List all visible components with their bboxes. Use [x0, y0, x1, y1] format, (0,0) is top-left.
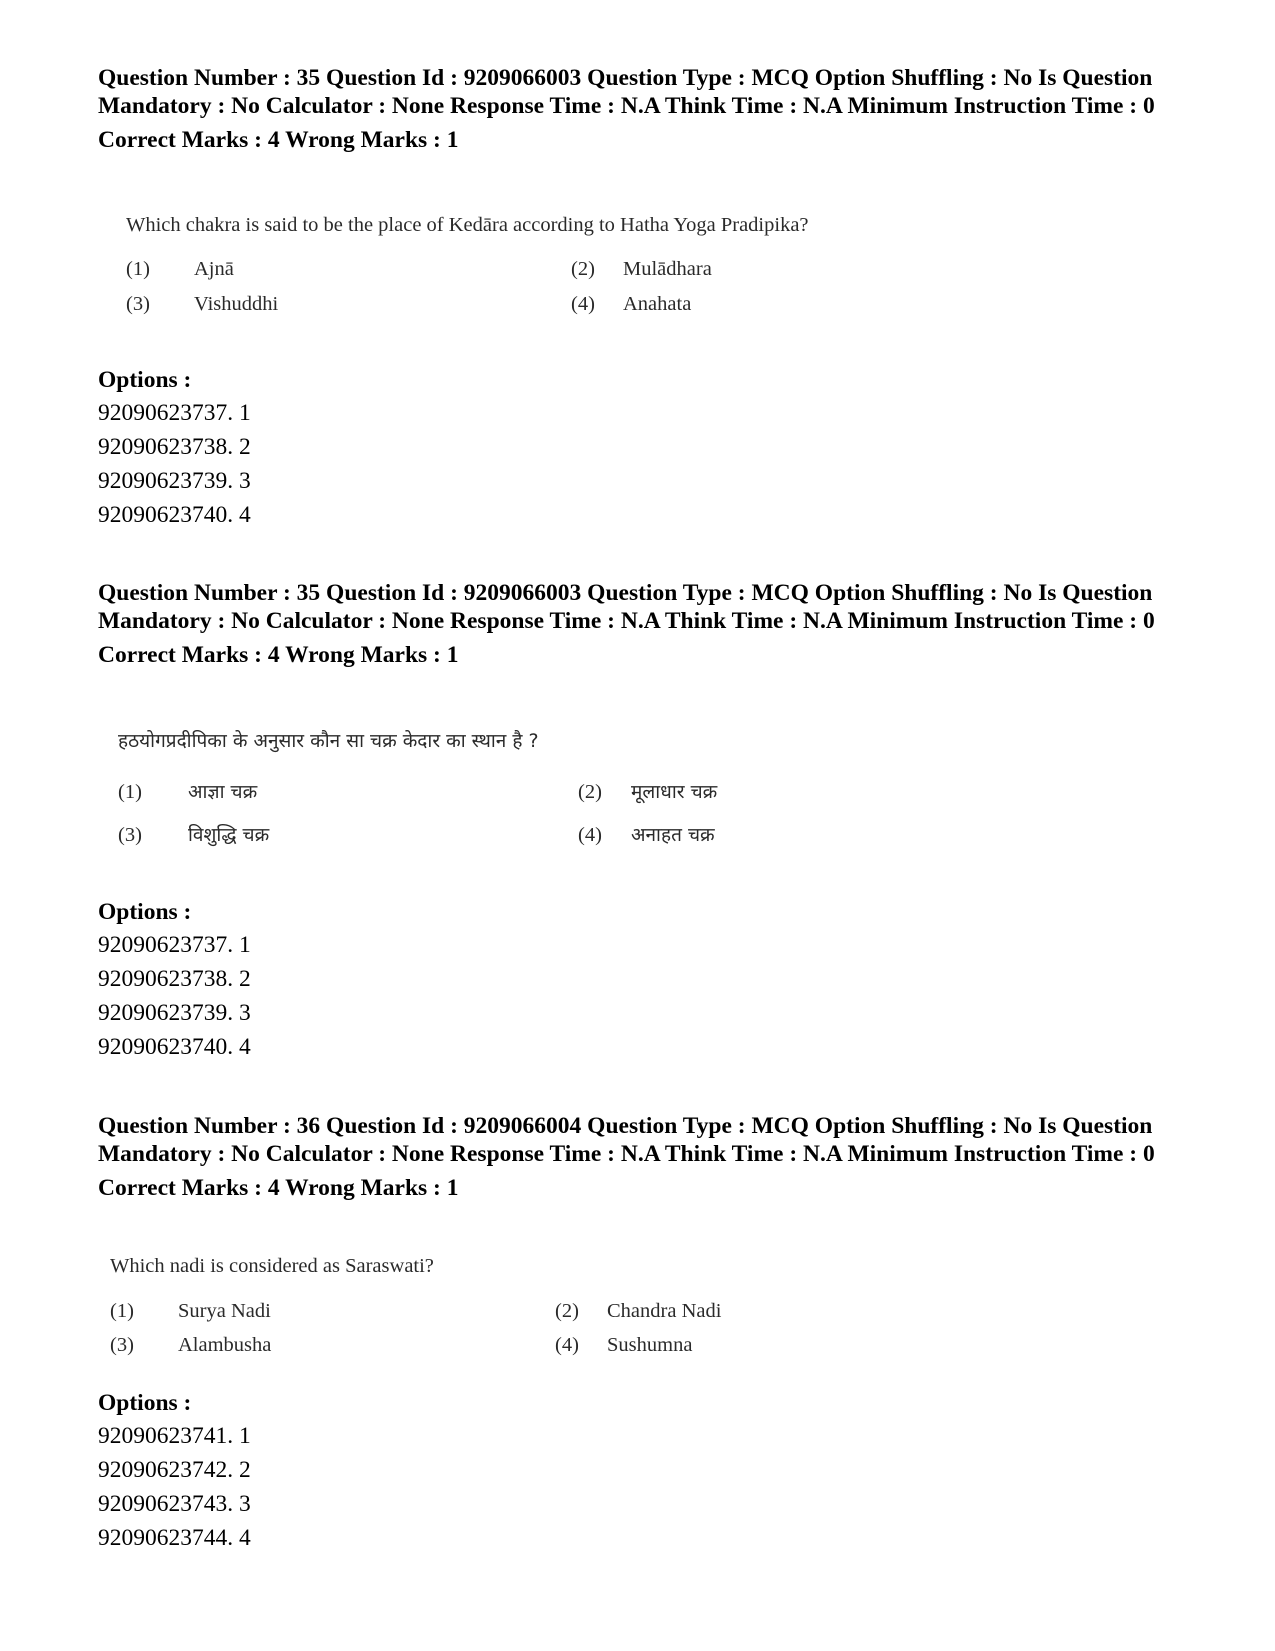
- choice-number: (1): [118, 781, 142, 803]
- option-line: 92090623744. 4: [98, 1525, 251, 1551]
- option-line: 92090623740. 4: [98, 1034, 251, 1060]
- choice-text: Mulādhara: [623, 258, 712, 280]
- option-line: 92090623739. 3: [98, 1000, 251, 1026]
- question-marks: Correct Marks : 4 Wrong Marks : 1: [98, 642, 459, 668]
- choice-number: (3): [118, 824, 142, 846]
- choice-number: (3): [110, 1334, 134, 1356]
- choice-text: आज्ञा चक्र: [188, 781, 258, 803]
- choice-3: [126, 291, 279, 317]
- option-line: 92090623743. 3: [98, 1491, 251, 1517]
- choice-1: [118, 779, 258, 805]
- choice-3: [118, 822, 270, 848]
- choice-1: [110, 1298, 271, 1324]
- choice-number: (2): [555, 1300, 579, 1322]
- choice-number: (3): [126, 293, 150, 315]
- choice-2: [571, 256, 712, 282]
- choice-4: [555, 1332, 693, 1358]
- choice-text: मूलाधार चक्र: [631, 781, 718, 803]
- choice-number: (4): [578, 824, 602, 846]
- choice-text: Surya Nadi: [178, 1300, 271, 1322]
- options-title: Options :: [98, 899, 192, 925]
- question-block: [98, 579, 1188, 669]
- choice-4: [571, 291, 692, 317]
- choice-1: [126, 256, 234, 282]
- choice-number: (1): [110, 1300, 134, 1322]
- choice-text: विशुद्धि चक्र: [188, 824, 270, 846]
- choice-2: [578, 779, 718, 805]
- choice-text: Alambusha: [178, 1334, 272, 1356]
- question-stem: हठयोगप्रदीपिका के अनुसार कौन सा चक्र केदार का स्थान है ?: [118, 730, 539, 752]
- option-line: 92090623742. 2: [98, 1457, 251, 1483]
- choice-text: Anahata: [623, 293, 692, 315]
- options-title: Options :: [98, 1390, 192, 1416]
- question-block: [98, 64, 1188, 154]
- question-meta: Question Number : 35 Question Id : 9209066003 Question Type : MCQ Option Shuffling : No Is Question Mandatory : No Calculator : None Response Time : N.A Think Time : N.A Minimum Instruction Time : 0: [98, 65, 1155, 119]
- question-meta: Question Number : 35 Question Id : 9209066003 Question Type : MCQ Option Shuffling : No Is Question Mandatory : No Calculator : None Response Time : N.A Think Time : N.A Minimum Instruction Time : 0: [98, 580, 1155, 634]
- choice-text: Vishuddhi: [194, 293, 279, 315]
- option-line: 92090623741. 1: [98, 1423, 251, 1449]
- question-stem: Which chakra is said to be the place of Kedāra according to Hatha Yoga Pradipika?: [126, 214, 809, 236]
- choice-text: Ajnā: [194, 258, 234, 280]
- option-line: 92090623738. 2: [98, 966, 251, 992]
- option-line: 92090623739. 3: [98, 468, 251, 494]
- choice-text: Sushumna: [607, 1334, 693, 1356]
- option-line: 92090623738. 2: [98, 434, 251, 460]
- question-marks: Correct Marks : 4 Wrong Marks : 1: [98, 127, 459, 153]
- choice-4: [578, 822, 715, 848]
- choice-number: (2): [571, 258, 595, 280]
- choice-number: (4): [555, 1334, 579, 1356]
- choice-text: Chandra Nadi: [607, 1300, 722, 1322]
- choice-number: (4): [571, 293, 595, 315]
- choice-3: [110, 1332, 272, 1358]
- choice-number: (1): [126, 258, 150, 280]
- option-line: 92090623737. 1: [98, 400, 251, 426]
- question-meta: Question Number : 36 Question Id : 9209066004 Question Type : MCQ Option Shuffling : No Is Question Mandatory : No Calculator : None Response Time : N.A Think Time : N.A Minimum Instruction Time : 0: [98, 1113, 1155, 1167]
- option-line: 92090623740. 4: [98, 502, 251, 528]
- options-title: Options :: [98, 367, 192, 393]
- question-stem: Which nadi is considered as Saraswati?: [110, 1255, 434, 1277]
- choice-2: [555, 1298, 722, 1324]
- option-line: 92090623737. 1: [98, 932, 251, 958]
- choice-number: (2): [578, 781, 602, 803]
- question-marks: Correct Marks : 4 Wrong Marks : 1: [98, 1175, 459, 1201]
- question-block: [98, 1112, 1188, 1202]
- choice-text: अनाहत चक्र: [631, 824, 715, 846]
